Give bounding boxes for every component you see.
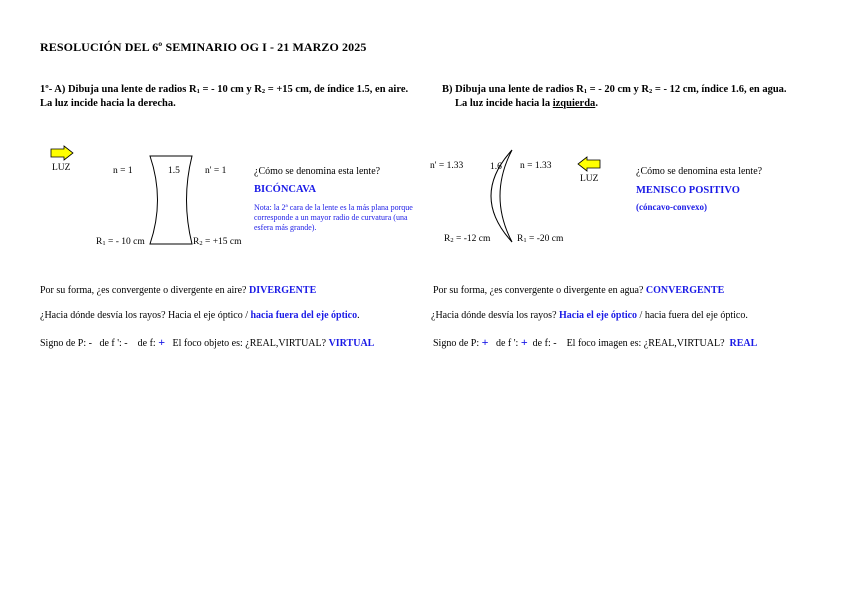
r2-label: $R_2 = +15$ cm <box>193 237 242 247</box>
part-b-subheading: La luz incide hacia la izquierda. <box>455 98 598 109</box>
n-lens-label-b: 1.6 <box>490 162 502 172</box>
r2-label-b: $R_2 = -12$ cm <box>444 234 491 244</box>
page-title: RESOLUCIÓN DEL 6º SEMINARIO OG I - 21 MARZO 2025 <box>40 40 367 54</box>
part-a-subheading: La luz incide hacia la derecha. <box>40 98 176 109</box>
convergent-question-a: Por su forma, ¿es convergente o divergente en aire? DIVERGENTE <box>40 285 317 296</box>
rays-question-b: ¿Hacia dónde desvía los rayos? Hacia el eje óptico / hacia fuera del eje óptico. <box>431 310 748 321</box>
n-right-label: n' = 1 <box>205 166 227 176</box>
lens-name-question-b: ¿Cómo se denomina esta lente? <box>636 166 763 177</box>
convergent-question-b: Por su forma, ¿es convergente o divergente en agua? CONVERGENTE <box>433 285 725 296</box>
signs-question-a: Signo de P: - de f ': - de f: + El foco objeto es: ¿REAL,VIRTUAL? VIRTUAL <box>40 335 375 349</box>
right-arrow-icon <box>50 145 74 161</box>
rays-question-a: ¿Hacia dónde desvía los rayos? Hacia el eje óptico / hacia fuera del eje óptico. <box>40 310 360 321</box>
r1-label: $R_1$ = - 10 cm <box>96 237 145 247</box>
part-a-heading: 1º- A) Dibuja una lente de radios $R_1$ = - 10 cm y $R_2 = +15$ cm, de índice 1.5, en aire. <box>40 84 409 95</box>
part-b-heading: B) Dibuja una lente de radios $R_1$ = - 20 cm y $R_2$ = - 12 cm, índice 1.6, en agua. <box>442 84 787 95</box>
signs-question-b: Signo de P: + de f ': + de f: - El foco imagen es: ¿REAL,VIRTUAL? REAL <box>433 335 758 349</box>
lens-name-answer: BICÓNCAVA <box>254 184 317 195</box>
meniscus-lens-diagram <box>478 148 518 244</box>
r1-label-b: $R_1 = -20$ cm <box>517 234 564 244</box>
lens-name-answer-b: MENISCO POSITIVO <box>636 185 740 196</box>
n-left-label-b: n' = 1.33 <box>430 161 464 171</box>
light-label-b: LUZ <box>580 174 599 184</box>
n-right-label-b: n = 1.33 <box>520 161 552 171</box>
n-lens-label: 1.5 <box>168 166 180 176</box>
n-left-label: n = 1 <box>113 166 133 176</box>
light-label: LUZ <box>52 163 71 173</box>
lens-note: Nota: la 2ª cara de la lente es la más plana porque corresponde a un mayor radio de curvatura (una esfera más grande). <box>254 203 413 232</box>
left-arrow-icon <box>577 156 601 172</box>
biconcave-lens-diagram <box>148 154 194 246</box>
lens-name-question: ¿Cómo se denomina esta lente? <box>254 166 381 177</box>
lens-name-answer-b2: (cóncavo-convexo) <box>636 202 707 212</box>
